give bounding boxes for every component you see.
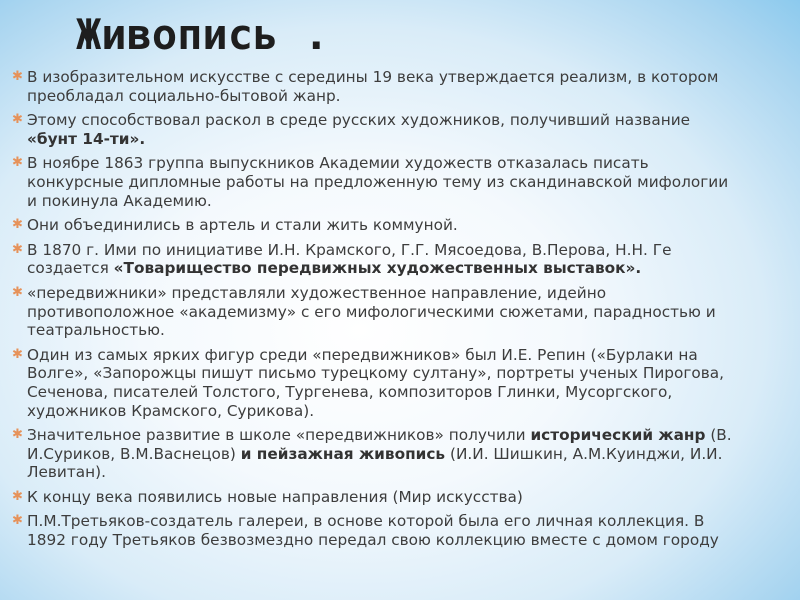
- bullet-text-line: и покинула Академию.: [27, 191, 212, 210]
- bullet-marker-icon: ✱: [12, 427, 23, 443]
- bullet-marker-icon: ✱: [12, 112, 23, 128]
- bullet-text-line: [27, 130, 782, 149]
- bullet-text-fragment: (В.: [705, 426, 732, 445]
- bullet-text-line: К концу века появились новые направления (Мир искусства): [27, 487, 523, 506]
- bullet-text-line: Они объединились в артель и стали жить коммуной.: [27, 216, 458, 235]
- bullet-text-line: противоположное «академизму» с его мифологическими сюжетами, парадностью и: [27, 302, 716, 321]
- bold-text: «бунт 14-ти».: [27, 129, 146, 148]
- bullet-item: [12, 426, 782, 482]
- bold-text: «Товарищество передвижных художественных выставок».: [113, 259, 642, 278]
- bullet-marker-icon: ✱: [12, 155, 23, 171]
- bullet-text-line: преобладал социально-бытовой жанр.: [27, 86, 341, 105]
- bullet-marker-icon: ✱: [12, 513, 23, 529]
- bullet-text-fragment: И.Суриков, В.М.Васнецов): [27, 444, 241, 463]
- bullet-item: [12, 241, 782, 278]
- bullet-text-line: П.М.Третьяков-создатель галереи, в основе которой была его личная коллекция. В: [27, 512, 705, 531]
- bullet-text-line: «передвижники» представляли художественное направление, идейно: [27, 283, 607, 302]
- bullet-text-line: Сеченова, писателей Толстого, Тургенева, композиторов Глинки, Мусоргского,: [27, 382, 673, 401]
- bullet-text-line: Этому способствовал раскол в среде русских художников, получивший название: [27, 111, 691, 130]
- bullet-marker-icon: ✱: [12, 217, 23, 233]
- bullet-text-line: художников Крамского, Сурикова).: [27, 401, 315, 420]
- bullet-marker-icon: ✱: [12, 241, 23, 257]
- bullet-text-fragment: создается: [27, 259, 114, 278]
- bullet-text-line: Волге», «Запорожцы пишут письмо турецкому султану», портреты ученых Пирогова,: [27, 364, 724, 383]
- bullet-item: [12, 284, 782, 340]
- bullet-marker-icon: ✱: [12, 346, 23, 362]
- bullet-marker-icon: ✱: [12, 69, 23, 84]
- bullet-item: [12, 346, 782, 420]
- bullet-text-fragment: (И.И. Шишкин, А.М.Куинджи, И.И.: [445, 444, 723, 463]
- bullet-item: [12, 111, 782, 148]
- bullet-text-line: конкурсные дипломные работы на предложенную тему из скандинавской мифологии: [27, 172, 729, 191]
- bullet-text-line: [27, 259, 782, 278]
- bullet-item: [12, 512, 782, 549]
- bullet-text-line: В изобразительном искусстве с середины 19 века утверждается реализм, в котором: [27, 68, 719, 86]
- bullet-text-line: В ноябре 1863 группа выпускников Академии художеств отказалась писать: [27, 154, 649, 173]
- bullet-item: [12, 488, 782, 507]
- bullet-text-fragment: Значительное развитие в школе «передвижников» получили: [27, 426, 531, 445]
- bullet-item: [12, 216, 782, 235]
- bullet-text-line: В 1870 г. Ими по инициативе И.Н. Крамского, Г.Г. Мясоедова, В.Перова, Н.Н. Ге: [27, 240, 672, 259]
- bullet-text-line: Один из самых ярких фигур среди «передвижников» был И.Е. Репин («Бурлаки на: [27, 345, 698, 364]
- bullet-text-line: 1892 году Третьяков безвозмездно передал свою коллекцию вместе с домом городу: [27, 531, 719, 550]
- bold-text: и пейзажная живопись: [240, 444, 446, 463]
- bullet-text-line: [27, 445, 782, 464]
- bullet-text-line: [27, 426, 782, 445]
- bullet-item: [12, 68, 782, 105]
- bullet-list: [12, 68, 782, 556]
- bullet-marker-icon: ✱: [12, 284, 23, 300]
- bullet-text-line: театральностью.: [27, 321, 165, 340]
- slide-title: Живопись .: [76, 10, 329, 59]
- bold-text: исторический жанр: [530, 426, 706, 445]
- bullet-text-line: Левитан).: [27, 463, 106, 482]
- bullet-item: [12, 154, 782, 210]
- bullet-marker-icon: ✱: [12, 488, 23, 504]
